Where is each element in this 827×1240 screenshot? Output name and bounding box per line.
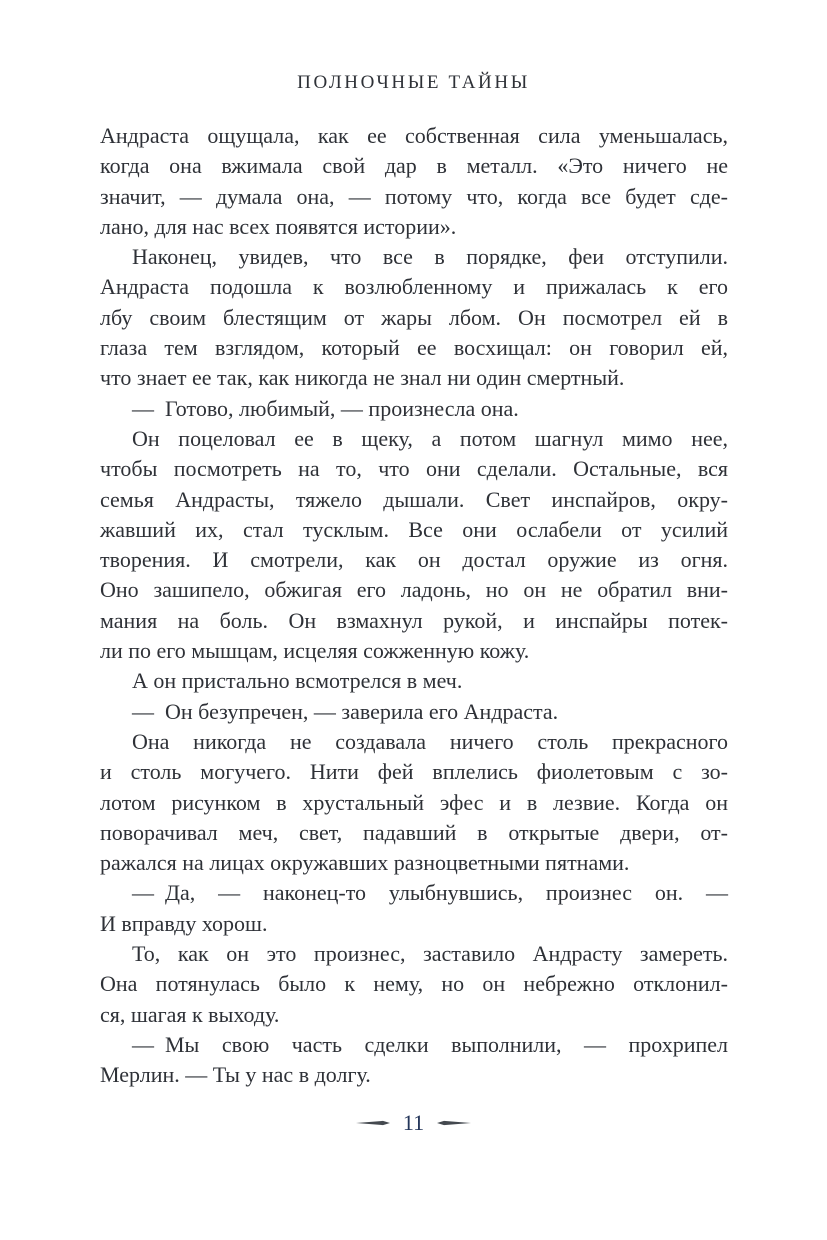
text-line: ражался на лицах окружавших разноцветными пятнами. — [100, 850, 630, 876]
running-header: ПОЛНОЧНЫЕ ТАЙНЫ — [297, 72, 530, 93]
text-line: лбу своим блестящим от жары лбом. Он посмотрел ей в — [100, 304, 728, 330]
text-line: ли по его мышцам, исцеляя сожженную кожу. — [100, 638, 530, 664]
text-line: значит, — думала она, — потому что, когда все будет сде- — [100, 183, 728, 209]
text-line: Она потянулась было к нему, но он небрежно отклонил- — [100, 971, 728, 997]
text-line: — Мы свою часть сделки выполнили, — прохрипел — [132, 1031, 728, 1057]
text-line: лотом рисунком в хрустальный эфес и в лезвие. Когда он — [100, 789, 728, 815]
page-footer — [0, 1106, 827, 1140]
text-line: Оно зашипело, обжигая его ладонь, но он не обратил вни- — [100, 577, 728, 603]
text-line: Наконец, увидев, что все в порядке, феи отступили. — [132, 244, 728, 270]
text-line: А он пристально всмотрелся в меч. — [132, 668, 463, 694]
text-line: и столь могучего. Нити фей вплелись фиолетовым с зо- — [100, 759, 728, 785]
footer-rule-right-icon — [437, 1120, 471, 1126]
text-line: Он поцеловал ее в щеку, а потом шагнул мимо нее, — [132, 425, 728, 451]
text-line: Мерлин. — Ты у нас в долгу. — [100, 1062, 371, 1088]
text-line: жавший их, стал тусклым. Все они ослабели от усилий — [100, 516, 728, 542]
text-line: Она никогда не создавала ничего столь прекрасного — [132, 728, 728, 754]
footer-rule-left-icon — [356, 1120, 390, 1126]
text-line: семья Андрасты, тяжело дышали. Свет инспайров, окру- — [100, 486, 728, 512]
page-number: 11 — [402, 1110, 425, 1135]
text-line: ся, шагая к выходу. — [100, 1001, 280, 1027]
text-line: когда она вжимала свой дар в металл. «Это ничего не — [100, 153, 728, 179]
text-line: глаза тем взглядом, который ее восхищал: он говорил ей, — [100, 335, 728, 361]
text-line: — Готово, любимый, — произнесла она. — [132, 395, 519, 421]
text-line: чтобы посмотреть на то, что они сделали. Остальные, вся — [100, 456, 728, 482]
text-line: — Он безупречен, — заверила его Андраста. — [132, 698, 559, 724]
body-text — [100, 121, 728, 1091]
text-line: И вправду хорош. — [100, 910, 268, 936]
text-line: То, как он это произнес, заставило Андрасту замереть. — [132, 941, 728, 967]
text-line: Андраста подошла к возлюбленному и прижалась к его — [100, 274, 728, 300]
text-line: поворачивал меч, свет, падавший в открытые двери, от- — [100, 819, 728, 845]
text-line: творения. И смотрели, как он достал оружие из огня. — [100, 547, 728, 573]
text-line: — Да, — наконец-то улыбнувшись, произнес он. — — [132, 880, 728, 906]
text-line: Андраста ощущала, как ее собственная сила уменьшалась, — [100, 123, 728, 148]
text-line: мания на боль. Он взмахнул рукой, и инспайры потек- — [100, 607, 728, 633]
text-line: что знает ее так, как никогда не знал ни один смертный. — [100, 365, 625, 391]
text-line: лано, для нас всех появятся истории». — [100, 213, 457, 239]
